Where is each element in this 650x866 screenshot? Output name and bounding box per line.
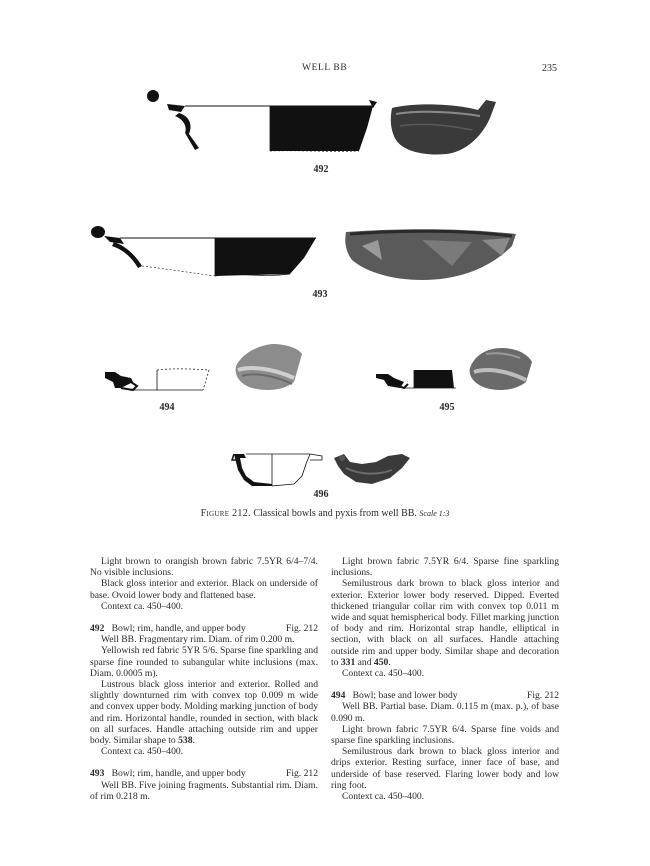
paragraph: Context ca. 450–400. (101, 600, 184, 612)
photo-495 (466, 346, 534, 392)
paragraph: Semilustrous dark brown to black gloss interior and drips exterior. Resting surface, inner face of base, and underside of base reserved. Flaring lower body and low ring foot. (331, 746, 559, 791)
paragraph: Context ca. 450–400. (101, 746, 184, 758)
figure-caption (90, 508, 560, 519)
photo-492 (386, 96, 498, 156)
paragraph: Well BB. Partial base. Diam. 0.115 m (max. p.), of base 0.090 m. (331, 701, 559, 724)
entry-fig-ref: Fig. 212 (527, 690, 559, 702)
figure-number-493: 493 (312, 289, 328, 300)
caption-scale: Scale 1:3 (419, 509, 450, 518)
photo-493 (342, 226, 520, 282)
profile-drawing-494 (103, 366, 215, 396)
cross-ref: 450 (373, 656, 389, 668)
catalog-entry-493 (90, 768, 318, 779)
entry-title: Bowl; rim, handle, and upper body (111, 623, 246, 635)
entry-title: Bowl; rim, handle, and upper body (111, 768, 246, 780)
entry-number: 494 (331, 690, 346, 702)
right-column (331, 556, 559, 802)
figure-number-492: 492 (313, 164, 329, 175)
paragraph: Context ca. 450–400. (342, 668, 425, 680)
photo-496 (332, 450, 412, 488)
paragraph: Context ca. 450–400. (342, 791, 425, 803)
cross-ref: 331 (340, 656, 356, 668)
paragraph: Light brown to orangish brown fabric 7.5YR 6/4–7/4. No visible inclusions. (90, 556, 318, 579)
catalog-entry-494 (331, 690, 559, 701)
profile-drawing-496 (232, 448, 326, 488)
entry-number: 493 (90, 768, 105, 780)
caption-text: Classical bowls and pyxis from well BB. (253, 508, 417, 519)
photo-494 (232, 342, 304, 394)
paragraph-text: Semilustrous dark brown to black gloss interior and exterior. Exterior lower body reserved. Dipped. Everted thickened triangular collar rim with convex top 0.011 m wide and squat hemispherical body. Fillet marking junction of body and rim. Horizontal strap handle, elliptical in section, with black on all surfaces. Handle attaching outside rim and upper body. Similar shape and decoration to (331, 578, 559, 668)
running-header (0, 63, 650, 77)
profile-drawing-495 (374, 366, 464, 394)
paragraph-text: . (388, 656, 391, 668)
paragraph-text: Lustrous black gloss interior and exterior. Rolled and slightly downturned rim with convex top 0.009 m wide and convex upper body. Molding marking junction of body and rim. Horizontal handle, rounded in section, with black on all surfaces. Handle attaching outside rim and upper body. Similar shape to (90, 679, 318, 747)
page-number: 235 (542, 63, 557, 74)
paragraph-text: and (355, 656, 374, 668)
cross-ref: 538 (178, 735, 193, 747)
entry-fig-ref: Fig. 212 (286, 768, 318, 780)
figure-number-494: 494 (159, 402, 175, 413)
paragraph: Well BB. Fragmentary rim. Diam. of rim 0.200 m. (101, 634, 295, 646)
paragraph (90, 679, 318, 746)
entry-fig-ref: Fig. 212 (286, 623, 318, 635)
catalog-entry-492 (90, 623, 318, 634)
profile-drawing-493 (90, 222, 325, 282)
paragraph: Light brown fabric 7.5YR 6/4. Sparse fine sparkling inclusions. (331, 556, 559, 579)
figure-number-495: 495 (439, 402, 455, 413)
running-title: WELL BB (302, 63, 348, 73)
entry-title: Bowl; base and lower body (352, 690, 458, 702)
left-column (90, 556, 318, 802)
paragraph-text: . (192, 735, 195, 747)
paragraph: Black gloss interior and exterior. Black on underside of base. Ovoid lower body and flattened base. (90, 578, 318, 601)
entry-number: 492 (90, 623, 105, 635)
paragraph: Yellowish red fabric 5YR 5/6. Sparse fine sparkling and sparse fine rounded to subangular white inclusions (max. Diam. 0.0005 m). (90, 645, 318, 679)
figure-number-496: 496 (313, 489, 329, 500)
caption-label: Figure 212. (200, 508, 251, 519)
paragraph: Well BB. Five joining fragments. Substantial rim. Diam. of rim 0.218 m. (90, 779, 318, 802)
profile-drawing-492 (145, 88, 385, 158)
paragraph (331, 578, 559, 668)
paragraph: Light brown fabric 7.5YR 6/4. Sparse fine voids and sparse fine sparkling inclusions. (331, 723, 559, 747)
